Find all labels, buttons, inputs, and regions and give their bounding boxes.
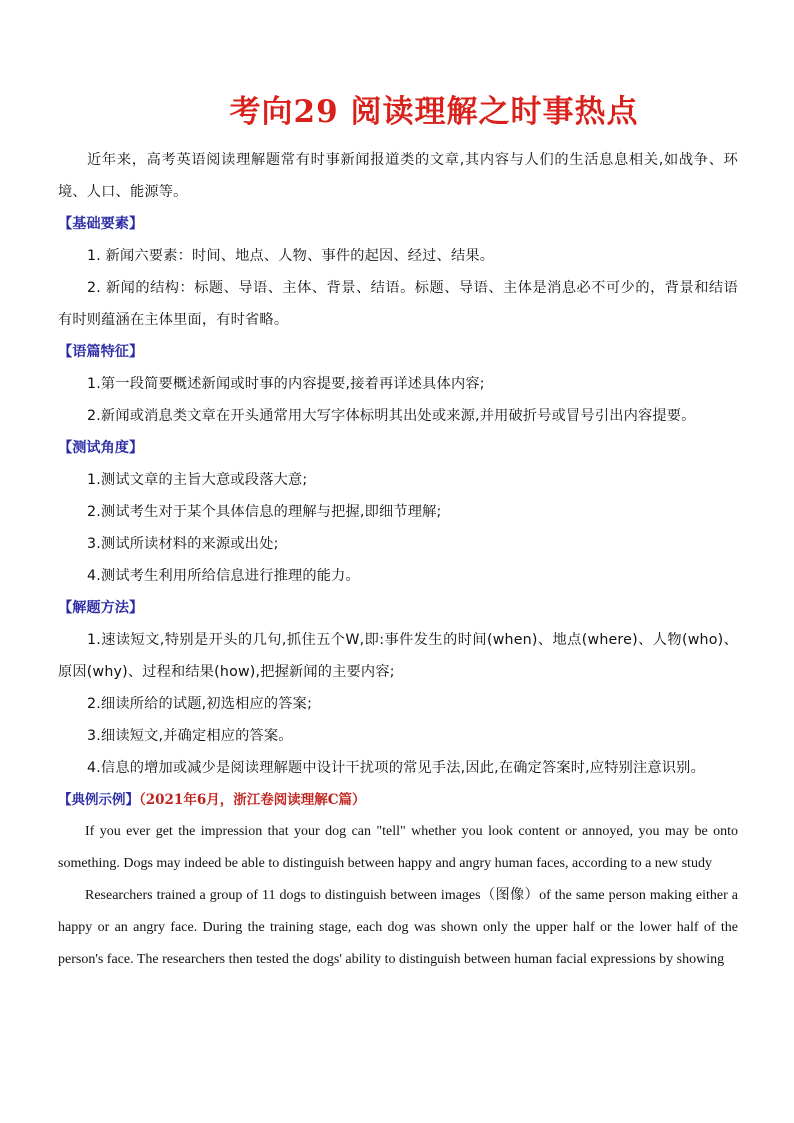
section-item: 1.速读短文,特别是开头的几句,抓住五个W,即:事件发生的时间(when)、地点(where)、人物(who)、原因(why)、过程和结果(how),把握新闻的主要内容;	[58, 632, 738, 680]
section-heading-text-features: 【语篇特征】	[58, 344, 144, 360]
section-item: 2.细读所给的试题,初选相应的答案;	[87, 696, 313, 712]
section-heading-test-angles: 【测试角度】	[58, 440, 144, 456]
section-item: 1.测试文章的主旨大意或段落大意;	[87, 472, 308, 488]
section-heading-methods: 【解题方法】	[58, 600, 144, 616]
example-paragraph: If you ever get the impression that your dog can "tell" whether you look content or annoyed, you may be onto something. Dogs may indeed be able to distinguish between happy and angry human faces, according to a new study	[58, 824, 738, 871]
example-label: 【典例示例】	[58, 792, 139, 808]
section-item: 4.信息的增加或减少是阅读理解题中设计干扰项的常见手法,因此,在确定答案时,应特别注意识别。	[87, 760, 705, 776]
section-item: 3.测试所读材料的来源或出处;	[87, 536, 279, 552]
section-heading-basics: 【基础要素】	[58, 216, 144, 232]
example-paragraph: Researchers trained a group of 11 dogs to distinguish between images（图像）of the same person making either a happy or an angry face. During the training stage, each dog was shown only the upper half or the lower half of the person's face. The researchers then tested the dogs' ability to distinguish between human facial expressions by showing	[58, 888, 738, 967]
section-item: 3.细读短文,并确定相应的答案。	[87, 728, 293, 744]
document-body	[58, 144, 738, 976]
page-title: 考向29 阅读理解之时事热点	[229, 94, 639, 130]
section-item: 1.第一段简要概述新闻或时事的内容提要,接着再详述具体内容;	[87, 376, 485, 392]
intro-paragraph: 近年来，高考英语阅读理解题常有时事新闻报道类的文章,其内容与人们的生活息息相关,如战争、环境、人口、能源等。	[58, 152, 738, 200]
section-item: 4.测试考生利用所给信息进行推理的能力。	[87, 568, 360, 584]
section-item: 2.新闻或消息类文章在开头通常用大写字体标明其出处或来源,并用破折号或冒号引出内容提要。	[87, 408, 696, 424]
example-source: （2021年6月，浙江卷阅读理解C篇）	[139, 792, 366, 808]
section-item: 2. 新闻的结构：标题、导语、主体、背景、结语。标题、导语、主体是消息必不可少的，背景和结语有时则蕴涵在主体里面，有时省略。	[58, 280, 738, 328]
section-item: 2.测试考生对于某个具体信息的理解与把握,即细节理解;	[87, 504, 442, 520]
example-heading	[58, 784, 738, 816]
section-item: 1. 新闻六要素：时间、地点、人物、事件的起因、经过、结果。	[87, 248, 495, 264]
